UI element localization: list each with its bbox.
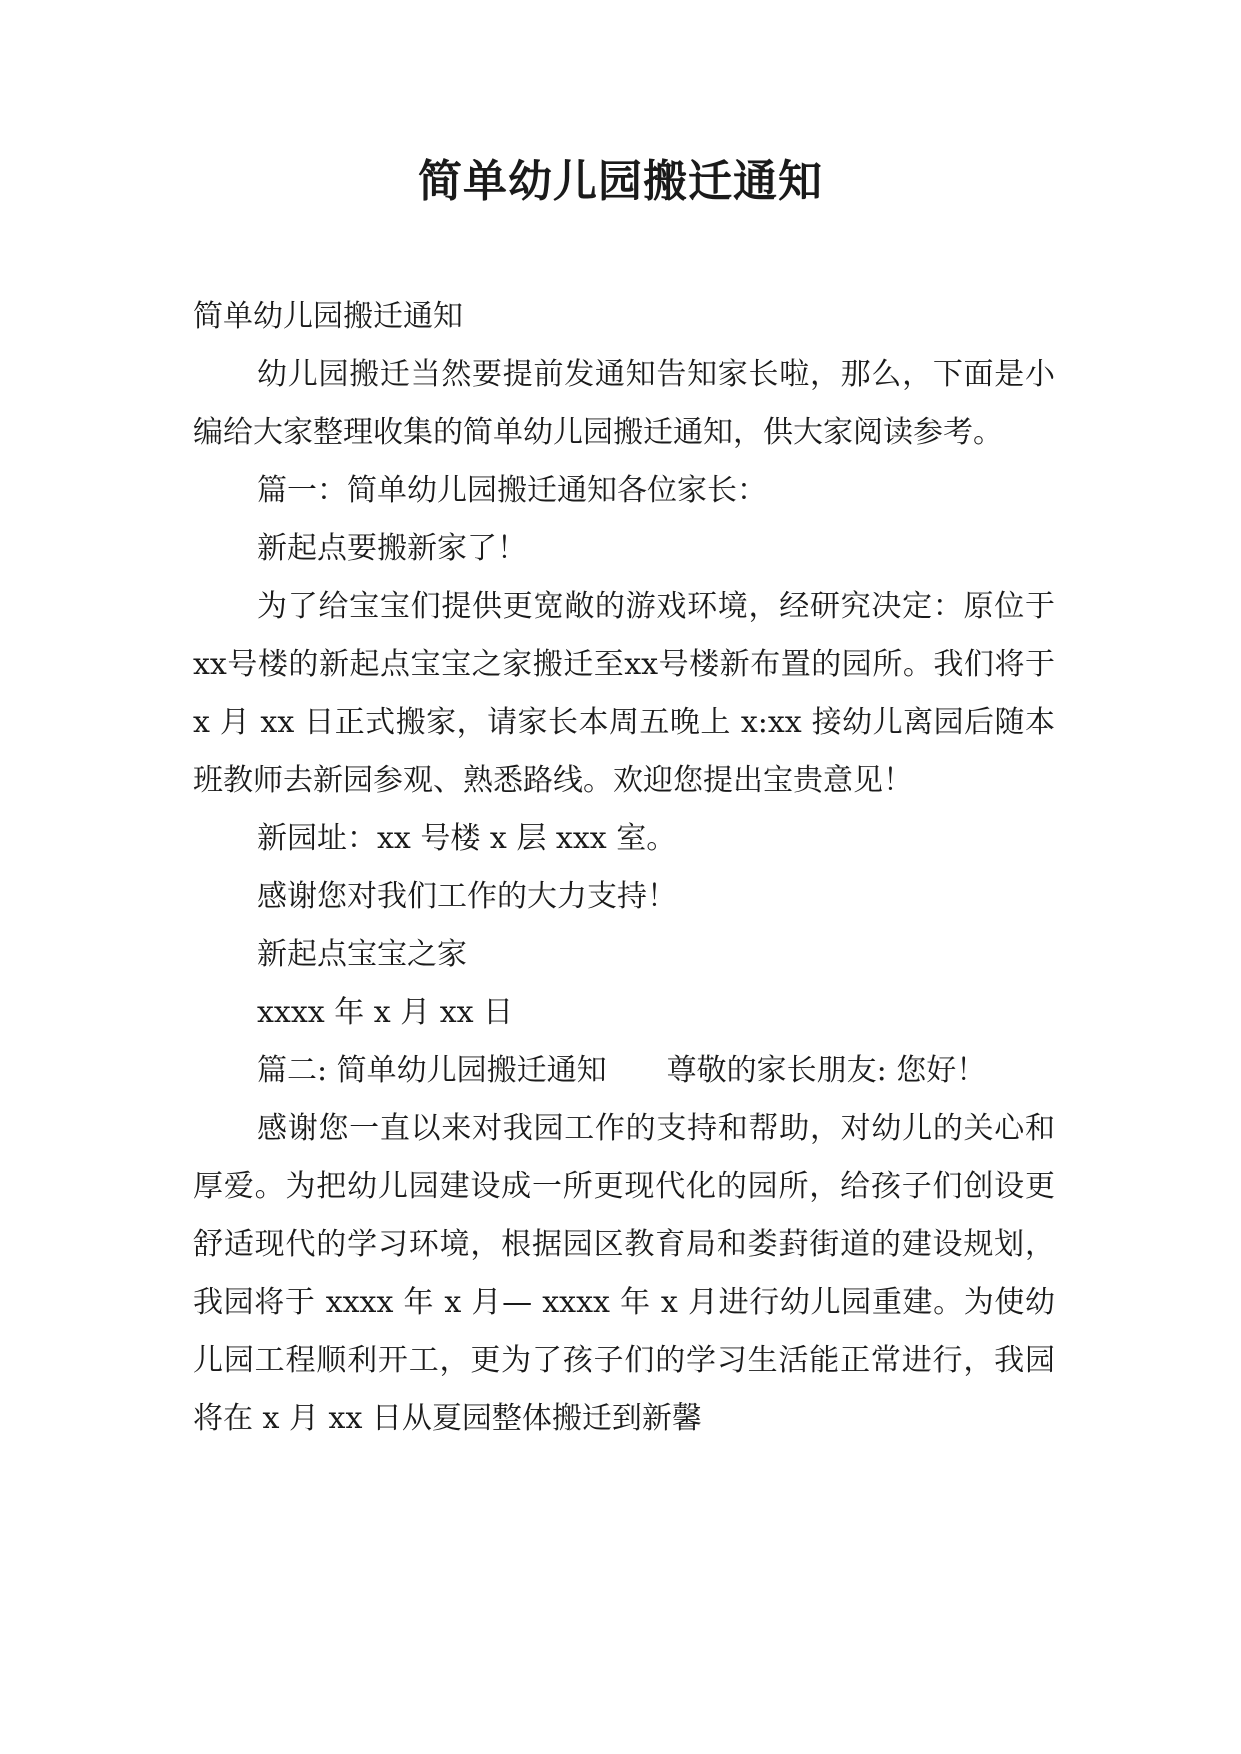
paragraph-intro: 幼儿园搬迁当然要提前发通知告知家长啦，那么，下面是小编给大家整理收集的简单幼儿园搬迁通知，供大家阅读参考。 (193, 357, 1055, 450)
paragraph-thanks: 感谢您对我们工作的大力支持！ (257, 879, 677, 914)
paragraph-new-address: 新园址：xx 号楼 x 层 xxx 室。 (257, 821, 677, 856)
paragraph-relocation-details: 为了给宝宝们提供更宽敞的游戏环境，经研究决定：原位于xx号楼的新起点宝宝之家搬迁至xx号楼新布置的园所。我们将于 x 月 xx 日正式搬家，请家长本周五晚上 x:xx 接幼儿离园后随本班教师去新园参观、熟悉路线。欢迎您提出宝贵意见！ (193, 589, 1055, 798)
paragraph-signature: 新起点宝宝之家 (257, 937, 467, 972)
paragraph-part-one-header: 篇一：简单幼儿园搬迁通知各位家长： (257, 473, 767, 508)
paragraph-part-two-header (193, 1042, 1055, 1100)
paragraph-part-two-body: 感谢您一直以来对我园工作的支持和帮助，对幼儿的关心和厚爱。为把幼儿园建设成一所更现代化的园所，给孩子们创设更舒适现代的学习环境，根据园区教育局和娄葑街道的建设规划，我园将于 xxxx 年 x 月— xxxx 年 x 月进行幼儿园重建。为使幼儿园工程顺利开工，更为了孩子们的学习生活能正常进行，我园将在 x 月 xx 日从夏园整体搬迁到新馨 (193, 1111, 1055, 1436)
document-title: 简单幼儿园搬迁通知 (418, 156, 823, 207)
paragraph-date: xxxx 年 x 月 xx 日 (257, 995, 514, 1030)
paragraph-moving-announcement: 新起点要搬新家了！ (257, 531, 527, 566)
document-body (193, 288, 1055, 1448)
part-two-title: 篇二: 简单幼儿园搬迁通知 (257, 1053, 607, 1088)
part-two-greeting: 尊敬的家长朋友: 您好！ (666, 1053, 987, 1088)
paragraph-heading: 简单幼儿园搬迁通知 (193, 299, 463, 334)
